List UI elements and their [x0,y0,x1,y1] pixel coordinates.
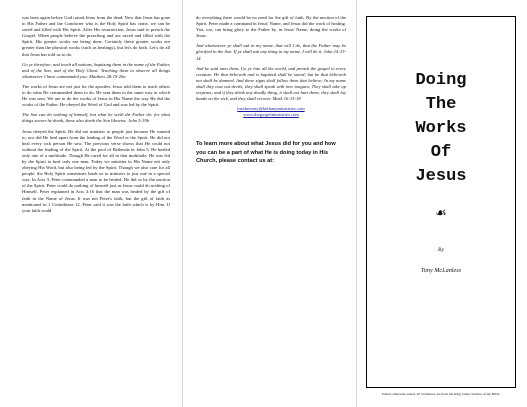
body-paragraph: do everything there would be no need for the gift of faith. By the unction of the Spirit, Peter made a command in Jesus' Name, and Jesus did the work of healing. You, too, can bring glory to the Father by, in Jesus' Name, doing the works of Jesus. [196,15,346,39]
title-line: Works [415,119,467,138]
middle-panel [196,15,346,400]
cover-panel [366,16,516,388]
title-line: Jesus [415,167,467,186]
title-line: The [425,95,457,114]
body-paragraph: was born again before God raised Jesus from the dead. Now that Jesus has gone to His Father and the Comforter who is the Holy Spirit has come, we can be saved and filled with His Spirit. After His resurrection, Jesus said to preach the Gospel. When people believe the preaching and are saved and filled with the Spirit, His greater works are being done. Certainly these greater works are greater than the physical works (such as healings), but let's do both. Let's do all that Jesus has told us to do. [22,15,170,57]
email-link[interactable]: brothertony@bethanyministries.com [237,106,305,112]
body-paragraph: The works of Jesus are not just for the apostles. Jesus told them to teach others to do what He commanded them to do. He sent them in the same way in which He was sent. We are to do the works of Jesus in His Name the way He did the works of the Father. He obeyed the Word of God and was led by the Spirit. [22,83,170,108]
scripture-quote: Go ye therefore, and teach all nations, baptizing them in the name of the Father, and of the Son, and of the Holy Ghost: Teaching them to observe all things whatsoever I have commanded you: Matthew 28:19-20a [22,61,170,79]
website-link[interactable]: www.thegospelministries.com [243,112,299,118]
cover-title [367,69,515,189]
body-paragraph: Jesus obeyed the Spirit. He did not minister to people just because He wanted to, nor did He heal apart from the leading of the Word or the Spirit. He did not heal every sick person He saw. The previous verse shows that He could not without the leading of the Spirit. At the pool of Bethesda in John 5, He healed only one of a multitude. Though He cared for all in that multitude, He was led by the Spirit to heal only one man. Today we minister in His Name not only obeying His Word, but also being led by the Spirit. Though we also care for all people, the Holy Spirit sometimes leads us to minister to just one in a special way. In Acts 3, Peter commanded a man to be healed. He did so by the unction of the Spirit. Peter could do nothing of himself just as Jesus could do nothing of Himself. Peter explained in Acts 3:16 that the man was healed by the gift of faith in the Name of Jesus. It was not Peter's faith, but the gift of faith as mentioned in 1 Corinthians 12. Peter said it was the faith which is by Him. If your faith could [22,128,170,213]
contact-links [196,106,346,118]
fold-line-right [356,0,357,407]
scripture-quote: The Son can do nothing of himself, but what he seeth the Father do: for what things soever he doeth, these also doeth the Son likewise. John 5:19b [22,112,170,124]
by-label: By [438,247,444,253]
scripture-version-notice: Unless otherwise stated, all Scriptures are from the King James Version of the Bible. [381,392,501,396]
left-panel [22,15,170,400]
contact-call-to-action: To learn more about what Jesus did for you and how you can be a part of what He is doing today in His Church, please contact us at: [196,141,336,164]
scripture-quote: And whatsoever ye shall ask in my name, that will I do, that the Father may be glorified in the Son. If ye shall ask any thing in my name, I will do it. John 14:13-14 [196,43,346,61]
author-name: Tony McLanless [420,267,462,274]
title-line: Doing [415,71,467,90]
fleuron-ornament-icon: ☙ [435,205,447,220]
title-line: Of [430,143,452,162]
fold-line-left [182,0,183,407]
scripture-quote: And he said unto them, Go ye into all the world, and preach the gospel to every creature. He that believeth and is baptized shall be saved; but he that believeth not shall be damned. And these signs shall follow them that believe; In my name shall they cast out devils; they shall speak with new tongues; They shall take up serpents; and if they drink any deadly thing, it shall not hurt them; they shall lay hands on the sick, and they shall recover. Mark 16:15-18 [196,65,346,102]
